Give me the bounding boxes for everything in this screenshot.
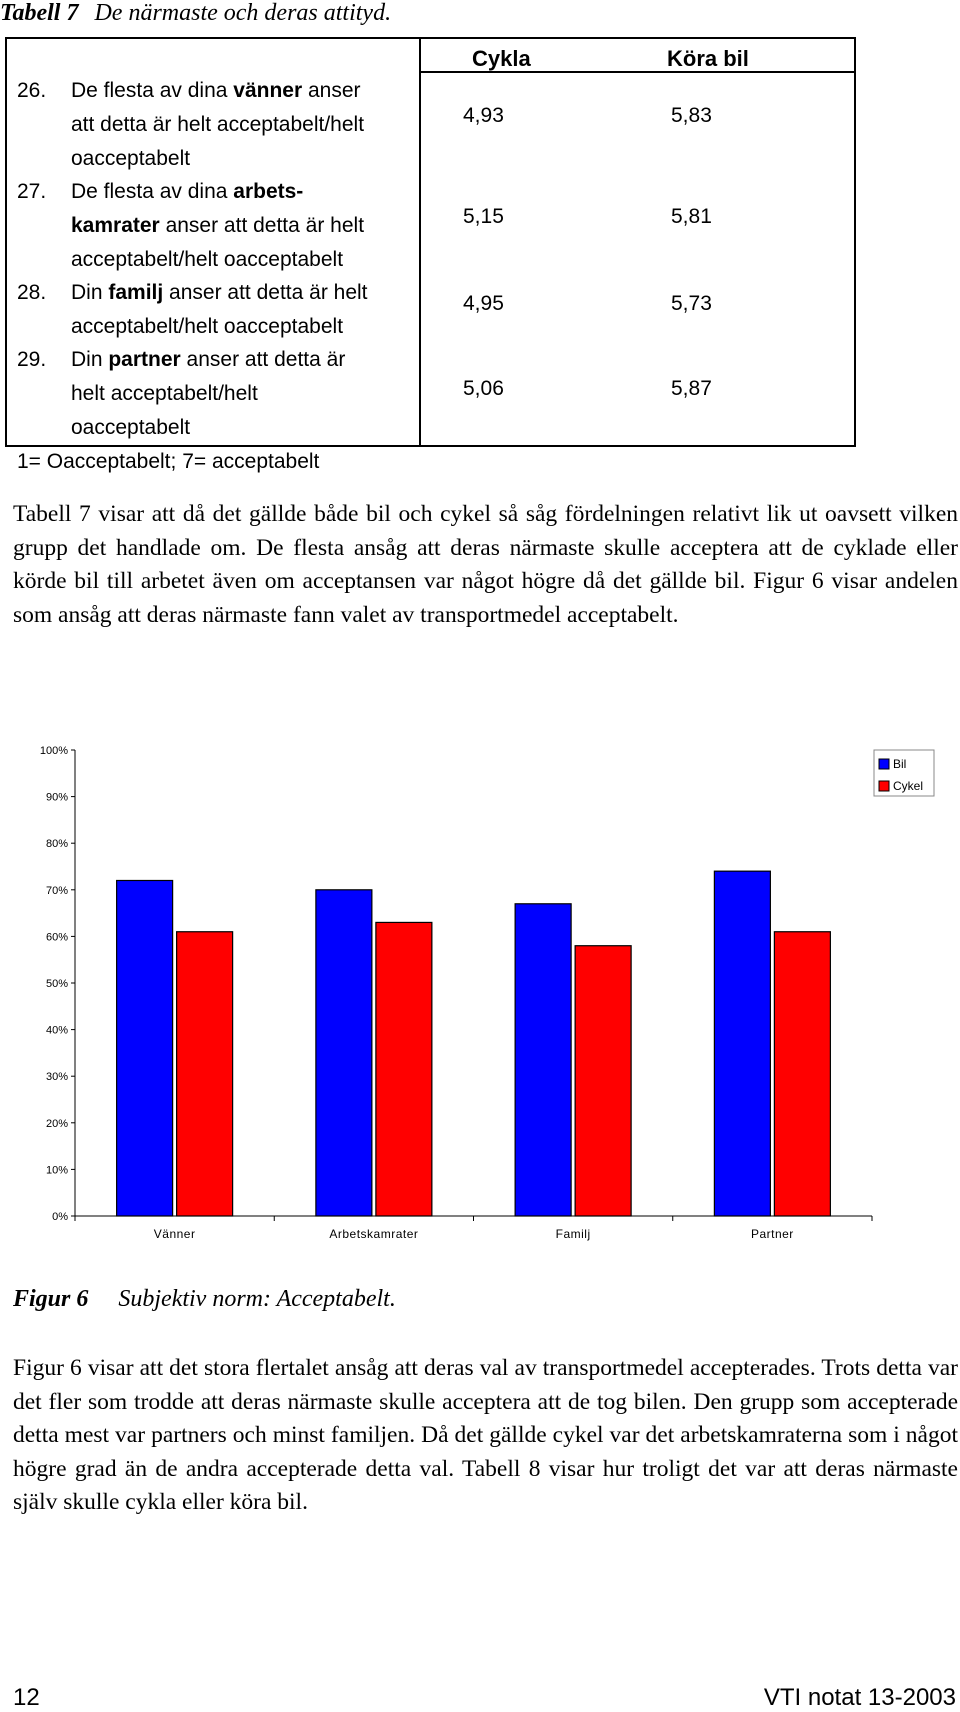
question-text: oacceptabelt	[71, 147, 191, 170]
table-caption	[0, 0, 391, 27]
bar-cykel-arbetskamrater	[376, 922, 432, 1216]
question-text: acceptabelt/helt oacceptabelt	[71, 248, 344, 271]
question-keyword: vänner	[233, 79, 303, 102]
paragraph-2: Figur 6 visar att det stora flertalet ansåg att deras val av transportmedel accepterades. Trots detta var det fler som trodde att deras närmaste skulle acceptera att de tog bilen. Den grupp som accepterade detta mest var partners och minst familjen. Då det gällde cykel var det arbetskamraterna som i något högre grad än de andra accepterade detta val. Tabell 8 visar hur troligt det var att deras närmaste själv skulle cykla eller köra bil.	[13, 1355, 958, 1515]
legend-label-bil: Bil	[893, 757, 907, 771]
bar-bil-vänner	[117, 880, 173, 1216]
y-tick-label: 10%	[45, 1164, 68, 1177]
bar-bil-arbetskamrater	[316, 890, 372, 1216]
value-bil-28: 5,73	[671, 292, 712, 315]
question-text: anser	[302, 79, 361, 102]
question-text: anser att detta är	[180, 348, 346, 371]
bar-cykel-partner	[774, 932, 830, 1216]
question-text: oacceptabelt	[71, 416, 191, 439]
question-number: 28.	[17, 281, 47, 304]
value-bil-29: 5,87	[671, 377, 712, 400]
question-27	[17, 175, 364, 277]
value-bil-27: 5,81	[671, 205, 712, 228]
value-cykla-28: 4,95	[463, 292, 504, 315]
question-keyword: arbets-	[233, 180, 304, 203]
legend-swatch-bil	[879, 759, 889, 769]
question-text: anser att detta är helt	[163, 281, 368, 304]
question-text: Din	[71, 281, 109, 304]
y-tick-label: 30%	[45, 1071, 68, 1084]
figure-caption-text: Subjektiv norm: Acceptabelt.	[118, 1286, 396, 1312]
bar-cykel-familj	[575, 946, 631, 1216]
bar-chart	[0, 740, 960, 1260]
page-number: 12	[13, 1684, 40, 1711]
y-tick-label: 50%	[45, 978, 68, 990]
bar-bil-partner	[714, 871, 770, 1216]
question-text: acceptabelt/helt oacceptabelt	[71, 315, 344, 338]
question-text: helt acceptabelt/helt	[71, 382, 258, 405]
publication-id: VTI notat 13-2003	[763, 1684, 956, 1711]
question-29	[17, 343, 345, 445]
question-text: De flesta av dina	[71, 79, 234, 102]
question-keyword: familj	[108, 281, 164, 304]
legend-label-cykel: Cykel	[893, 779, 924, 793]
value-cykla-29: 5,06	[463, 377, 504, 400]
question-text: att detta är helt acceptabelt/helt	[71, 113, 365, 136]
attitude-table	[5, 37, 856, 473]
question-keyword: kamrater	[71, 214, 160, 237]
y-tick-label: 100%	[39, 745, 68, 757]
figure-caption-number: Figur 6	[13, 1286, 89, 1312]
y-tick-label: 0%	[52, 1211, 68, 1223]
question-number: 29.	[17, 348, 47, 371]
table-caption-number: Tabell 7	[0, 0, 79, 26]
value-bil-26: 5,83	[671, 104, 712, 127]
header-kora-bil: Köra bil	[667, 46, 749, 71]
bar-bil-familj	[515, 904, 571, 1216]
table-caption-text: De närmaste och deras attityd.	[94, 0, 392, 26]
question-text: Din	[71, 348, 109, 371]
paragraph-1: Tabell 7 visar att då det gällde både bil och cykel så såg fördelningen relativt lik ut oavsett vilken grupp det handlade om. De flesta ansåg att deras närmaste skulle acceptera att de cyklade eller körde bil till arbetet även om acceptansen var något högre då det gällde bil. Figur 6 visar andelen som ansåg att deras närmaste fann valet av transportmedel acceptabelt.	[13, 501, 958, 628]
x-tick-label: Partner	[750, 1227, 794, 1241]
question-text: anser att detta är helt	[159, 214, 365, 237]
question-number: 27.	[17, 180, 47, 203]
question-keyword: partner	[108, 348, 181, 371]
value-cykla-26: 4,93	[463, 104, 504, 127]
y-tick-label: 80%	[45, 838, 68, 851]
bar-cykel-vänner	[177, 932, 233, 1216]
figure-caption	[13, 1286, 396, 1313]
y-tick-label: 20%	[45, 1117, 68, 1130]
x-tick-label: Vänner	[153, 1227, 196, 1241]
question-26	[17, 74, 364, 176]
question-number: 26.	[17, 79, 47, 102]
y-tick-label: 90%	[45, 791, 68, 804]
x-tick-label: Familj	[555, 1227, 591, 1241]
y-tick-label: 40%	[45, 1024, 68, 1037]
y-tick-label: 60%	[45, 931, 68, 944]
scale-note: 1= Oacceptabelt; 7= acceptabelt	[17, 450, 320, 473]
header-cykla: Cykla	[472, 46, 531, 71]
legend-swatch-cykel	[879, 781, 889, 791]
value-cykla-27: 5,15	[463, 205, 504, 228]
y-tick-label: 70%	[45, 884, 68, 897]
question-text: De flesta av dina	[71, 180, 234, 203]
x-tick-label: Arbetskamrater	[329, 1227, 419, 1241]
question-28	[17, 276, 368, 344]
